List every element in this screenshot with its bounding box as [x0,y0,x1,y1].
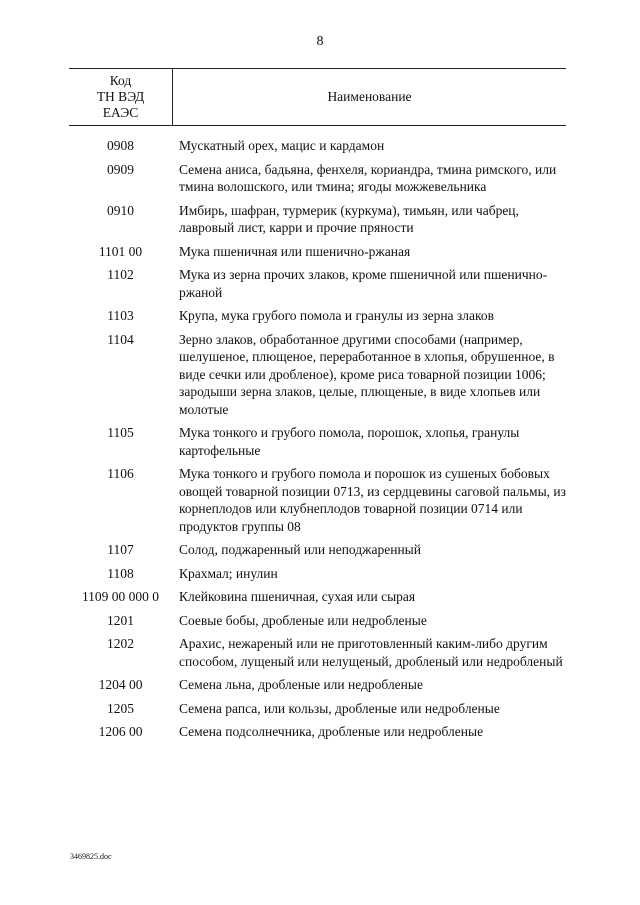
row-code: 1101 00 [98,243,143,259]
row-name: Мускатный орех, мацис и кардамон [179,138,385,153]
row-code: 1106 [107,466,134,481]
table-row [69,700,566,718]
table-row [69,541,566,559]
header-name: Наименование [327,89,412,104]
table-row [69,565,566,583]
row-name: Арахис, нежареный или не приготовленный каким-либо другим способом, лущеный или нелущеный, дробленый или недробленый [179,636,563,669]
table-row [69,331,566,419]
table-row [69,465,566,535]
row-name: Соевые бобы, дробленые или недробленые [179,612,427,628]
row-name: Мука пшеничная или пшенично-ржаная [179,243,411,259]
table-row [69,723,566,741]
row-code: 1104 [107,331,134,347]
row-code: 1107 [107,542,134,557]
row-code: 1105 [107,425,134,440]
row-code: 1108 [107,565,134,581]
row-code: 0910 [107,202,134,218]
table-row [69,137,566,155]
page-number: 8 [316,34,324,49]
table-row [69,676,566,694]
row-code: 0909 [107,161,134,177]
row-name: Зерно злаков, обработанное другими способами (например, шелушеное, плющеное, переработанное в хлопья, обрушенное, в виде сечки или дробленое), кроме риса товарной позиции 1006; зародыши зерна злаков, целые, плющеные, в виде хлопьев или молотые [179,331,555,417]
row-code: 1109 00 000 0 [81,589,160,604]
row-name: Мука тонкого и грубого помола, порошок, хлопья, гранулы картофельные [179,425,520,458]
row-name: Клейковина пшеничная, сухая или сырая [179,589,416,604]
table-row [69,307,566,325]
row-name: Семена аниса, бадьяна, фенхеля, кориандра, тмина римского, или тмина волошского, или тмина; ягоды можжевельника [179,161,557,194]
row-name: Семена рапса, или кользы, дробленые или недробленые [179,700,500,716]
document-filename: 3469825.doc [70,852,112,861]
table-row [69,161,566,196]
commodity-table [69,68,566,747]
row-code: 1201 [107,612,134,628]
table-row [69,588,566,606]
row-name: Семена подсолнечника, дробленые или недробленые [179,724,484,739]
row-code: 1103 [107,308,134,323]
row-name: Имбирь, шафран, турмерик (куркума), тимьян, или чабрец, лавровый лист, карри и прочие пряности [179,202,519,235]
table-row [69,635,566,670]
table-row [69,202,566,237]
table-row [69,424,566,459]
row-name: Солод, поджаренный или неподжаренный [179,542,421,557]
row-code: 1202 [107,636,134,651]
row-name: Крахмал; инулин [179,565,278,581]
table-header [69,68,566,126]
row-code: 1102 [107,267,134,282]
row-code: 1205 [107,700,134,716]
table-body [69,126,566,741]
header-code: Код ТН ВЭД ЕАЭС [69,69,173,125]
row-name: Семена льна, дробленые или недробленые [179,677,423,692]
row-code: 0908 [107,138,134,153]
row-name: Мука из зерна прочих злаков, кроме пшеничной или пшенично-ржаной [179,267,548,300]
table-row [69,612,566,630]
row-code: 1204 00 [98,677,143,692]
row-code: 1206 00 [98,724,143,739]
row-name: Мука тонкого и грубого помола и порошок из сушеных бобовых овощей товарной позиции 0713, из сердцевины саговой пальмы, из корнеплодов или клубнеплодов товарной позиции 0714 или продуктов группы 08 [179,466,566,534]
table-row [69,243,566,261]
row-name: Крупа, мука грубого помола и гранулы из зерна злаков [179,308,494,323]
table-row [69,266,566,301]
